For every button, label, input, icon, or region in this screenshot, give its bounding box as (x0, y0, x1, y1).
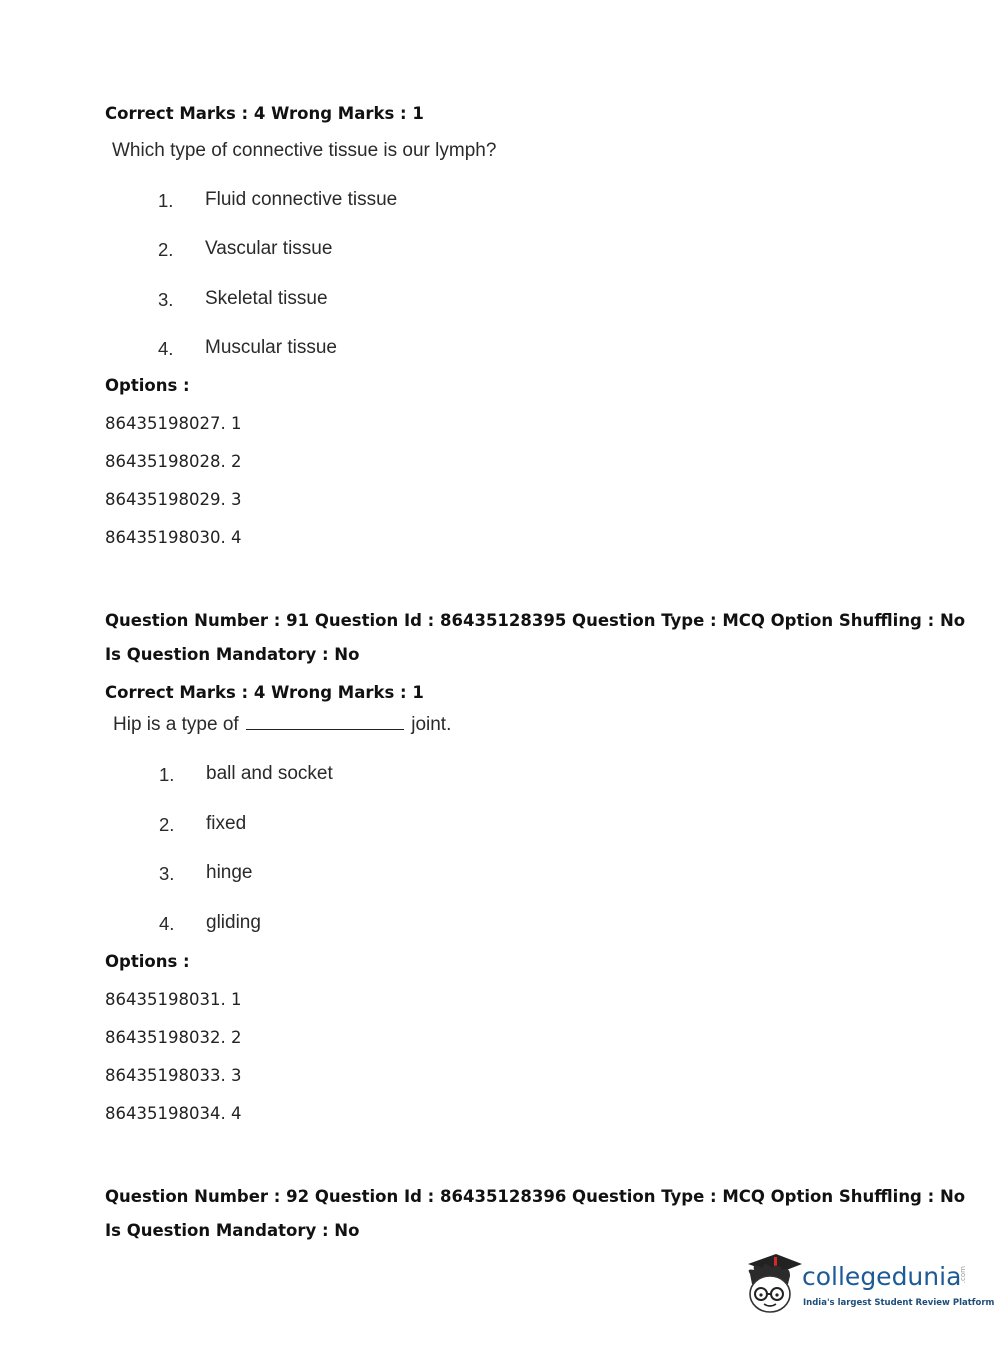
fill-in-blank (246, 715, 404, 730)
marks-line: Correct Marks : 4 Wrong Marks : 1 (105, 104, 424, 123)
option-id: 86435198032. 2 (105, 1028, 242, 1047)
logo-tagline: India's largest Student Review Platform (803, 1298, 995, 1308)
choice-text: Muscular tissue (205, 337, 337, 358)
choice-number: 3. (159, 863, 175, 884)
choice-number: 2. (159, 814, 175, 835)
option-id: 86435198034. 4 (105, 1104, 242, 1123)
question-text-after: joint. (411, 714, 452, 735)
mascot-icon (742, 1250, 802, 1318)
choice-text: Skeletal tissue (205, 288, 328, 309)
choice-number: 4. (159, 913, 175, 934)
choice-text: Vascular tissue (205, 238, 333, 259)
question-text-before: Hip is a type of (113, 714, 239, 735)
options-label: Options : (105, 376, 190, 395)
option-id: 86435198031. 1 (105, 990, 242, 1009)
option-id: 86435198030. 4 (105, 528, 242, 547)
choice-text: hinge (206, 862, 253, 883)
mandatory-line: Is Question Mandatory : No (105, 645, 360, 664)
logo-name: collegedunia (802, 1262, 962, 1291)
choice-text: gliding (206, 912, 261, 933)
option-id: 86435198029. 3 (105, 490, 242, 509)
question-header: Question Number : 92 Question Id : 86435128396 Question Type : MCQ Option Shuffling : No (105, 1187, 966, 1206)
question-text (113, 714, 451, 736)
choice-text: ball and socket (206, 763, 333, 784)
choice-number: 4. (158, 338, 174, 359)
options-label: Options : (105, 952, 190, 971)
question-text: Which type of connective tissue is our lymph? (112, 140, 497, 161)
option-id: 86435198027. 1 (105, 414, 242, 433)
choice-text: fixed (206, 813, 247, 834)
question-header: Question Number : 91 Question Id : 86435128395 Question Type : MCQ Option Shuffling : No (105, 611, 966, 630)
collegedunia-logo (742, 1250, 995, 1320)
choice-number: 2. (158, 239, 174, 260)
choice-number: 3. (158, 289, 174, 310)
marks-line: Correct Marks : 4 Wrong Marks : 1 (105, 683, 424, 702)
mandatory-line: Is Question Mandatory : No (105, 1221, 360, 1240)
logo-com: .com (959, 1266, 967, 1284)
option-id: 86435198028. 2 (105, 452, 242, 471)
choice-text: Fluid connective tissue (205, 189, 398, 210)
option-id: 86435198033. 3 (105, 1066, 242, 1085)
choice-number: 1. (158, 190, 174, 211)
choice-number: 1. (159, 764, 175, 785)
